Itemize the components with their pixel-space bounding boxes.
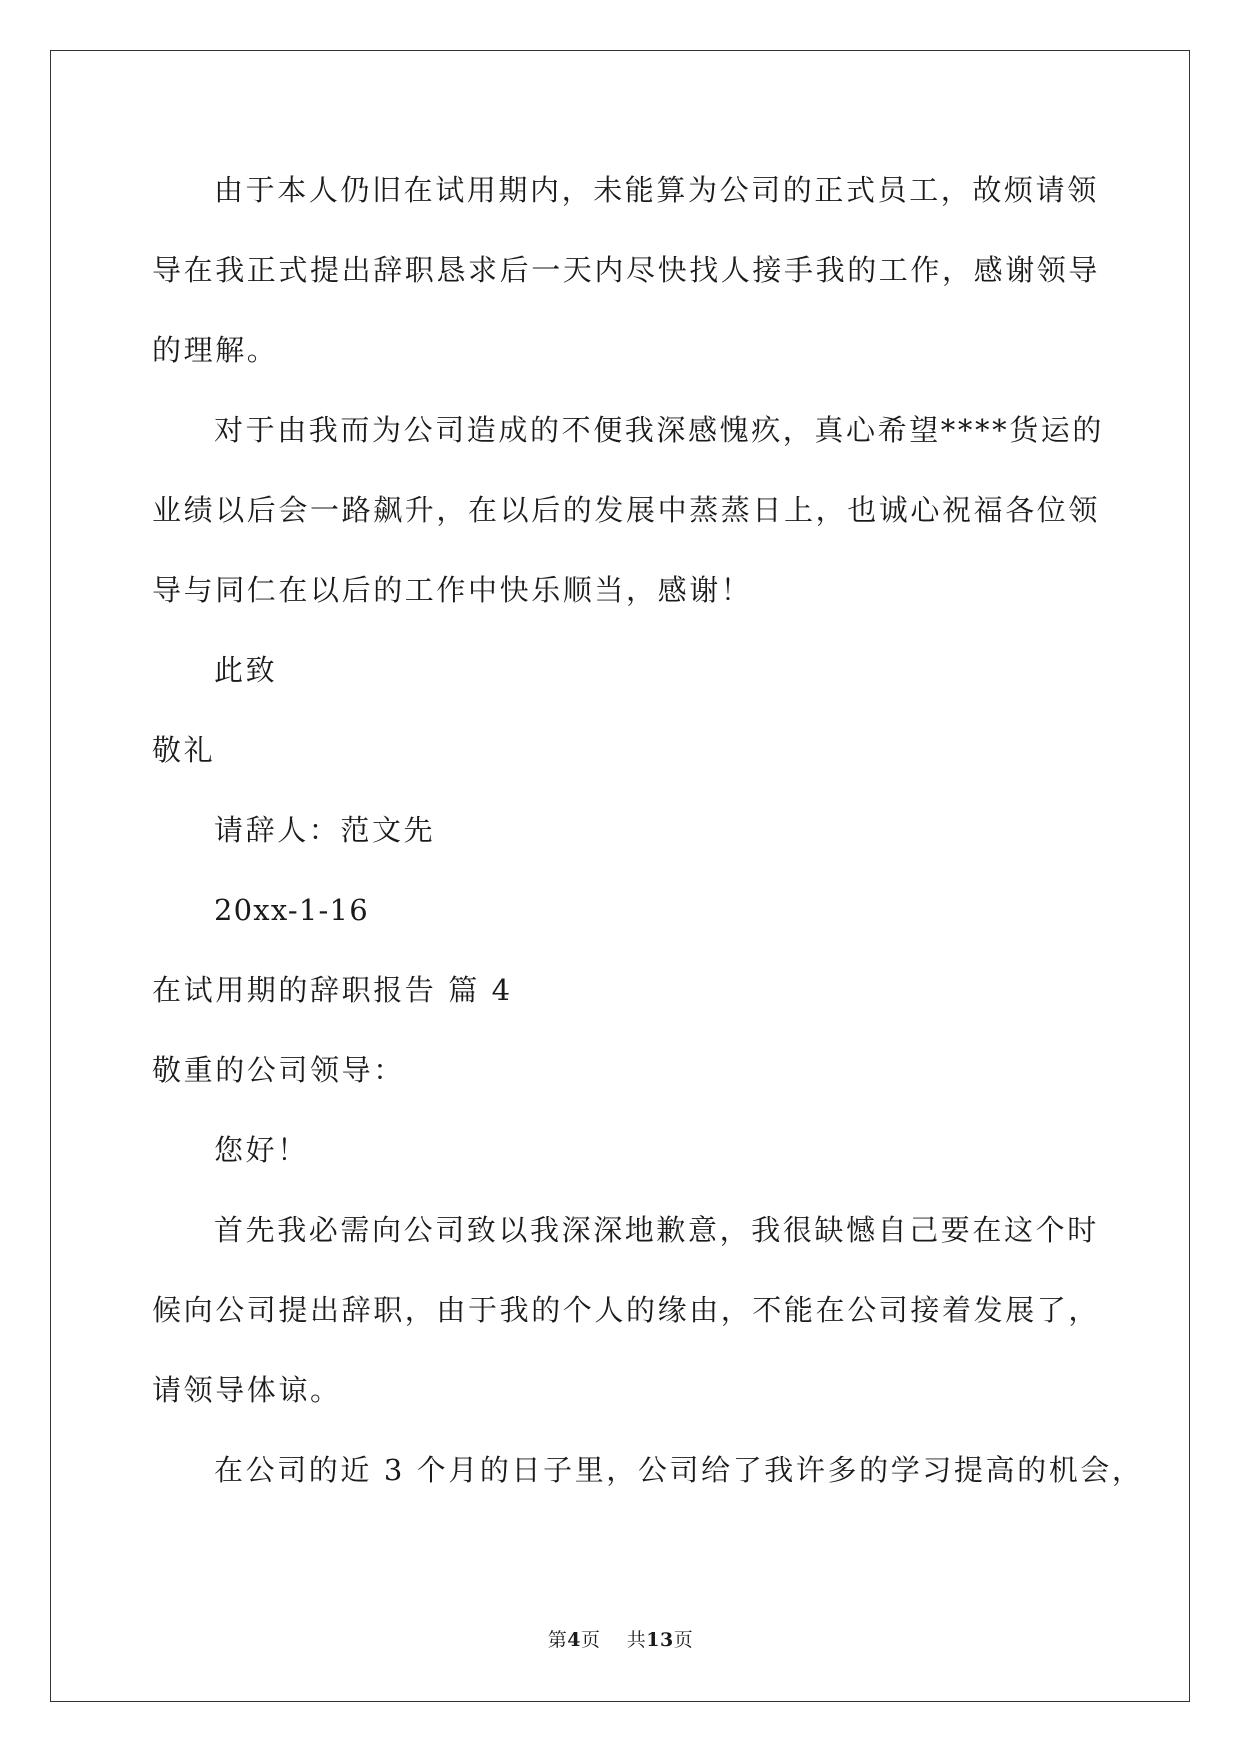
paragraph-line: 候向公司提出辞职，由于我的个人的缘由，不能在公司接着发展了，: [152, 1293, 1101, 1327]
greeting-line: 敬重的公司领导：: [152, 1053, 405, 1087]
footer-total-pages: 13: [646, 1629, 674, 1651]
page-footer: [0, 1628, 1241, 1652]
paragraph-line: 对于由我而为公司造成的不便我深感愧疚，真心希望****货运的: [214, 413, 1105, 447]
paragraph-line: 的理解。: [152, 333, 279, 367]
footer-prefix: 第: [547, 1629, 568, 1651]
footer-total-prefix: 共: [626, 1629, 647, 1651]
paragraph-line: 导在我正式提出辞职恳求后一天内尽快找人接手我的工作，感谢领导: [152, 253, 1101, 287]
section-title: 在试用期的辞职报告 篇 4: [152, 973, 513, 1007]
footer-total-suffix: 页: [673, 1629, 694, 1651]
paragraph-line: 首先我必需向公司致以我深深地歉意，我很缺憾自己要在这个时: [214, 1213, 1099, 1247]
signature-line: 请辞人：范文先: [214, 813, 436, 847]
footer-current-page: 4: [567, 1629, 582, 1651]
paragraph-line: 导与同仁在以后的工作中快乐顺当，感谢！: [152, 573, 753, 607]
closing-line: 此致: [214, 653, 278, 687]
footer-page-suffix: 页: [581, 1629, 601, 1651]
salutation-line: 敬礼: [152, 733, 216, 767]
greeting-line: 您好！: [214, 1133, 309, 1167]
date-line: 20xx-1-16: [214, 893, 369, 927]
paragraph-line: 在公司的近 3 个月的日子里，公司给了我许多的学习提高的机会，: [214, 1453, 1144, 1487]
paragraph-line: 业绩以后会一路飙升，在以后的发展中蒸蒸日上，也诚心祝福各位领: [152, 493, 1101, 527]
paragraph-line: 由于本人仍旧在试用期内，未能算为公司的正式员工，故烦请领: [214, 173, 1099, 207]
paragraph-line: 请领导体谅。: [152, 1373, 342, 1407]
